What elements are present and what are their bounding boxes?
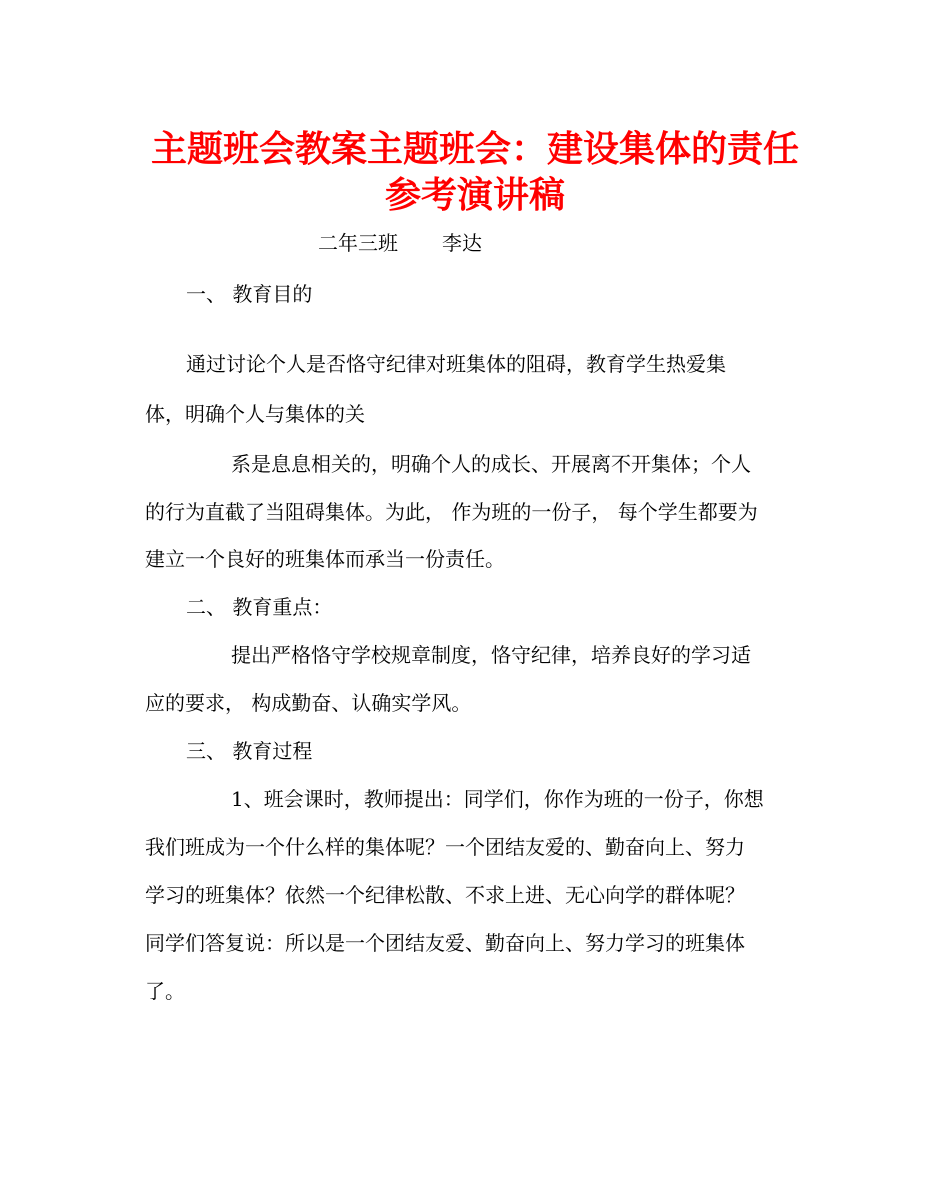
paragraph-line: 学习的班集体？依然一个纪律松散、不求上进、无心向学的群体呢？	[145, 883, 745, 907]
paragraph-line: 建立一个良好的班集体而承当一份责任。	[145, 547, 505, 571]
paragraph-line: 的行为直截了当阻碍集体。为此， 作为班的一份子， 每个学生都要为	[145, 500, 758, 524]
title-line-2: 参考演讲稿	[384, 175, 565, 216]
paragraph-line: 同学们答复说：所以是一个团结友爱、勤奋向上、努力学习的班集体	[145, 931, 745, 955]
paragraph-line: 系是息息相关的，明确个人的成长、开展离不开集体；个人	[231, 452, 751, 476]
paragraph-line: 通过讨论个人是否恪守纪律对班集体的阻碍，教育学生热爱集	[186, 352, 726, 376]
byline	[318, 229, 482, 257]
section-heading-process: 三、 教育过程	[186, 739, 313, 763]
paragraph-line: 应的要求， 构成勤奋、认确实学风。	[145, 691, 472, 715]
section-heading-purpose: 一、 教育目的	[186, 282, 313, 306]
paragraph-line: 我们班成为一个什么样的集体呢？一个团结友爱的、勤奋向上、努力	[145, 835, 745, 859]
class-name: 二年三班	[318, 231, 398, 255]
paragraph-line: 1、班会课时，教师提出：同学们，你作为班的一份子，你想	[231, 787, 764, 811]
author-name: 李达	[442, 231, 482, 255]
title-line-1: 主题班会教案主题班会：建设集体的责任	[150, 129, 799, 170]
section-heading-focus: 二、 教育重点：	[186, 595, 333, 619]
paragraph-line: 体，明确个人与集体的关	[145, 402, 365, 426]
paragraph-line: 提出严格恪守学校规章制度，恪守纪律，培养良好的学习适	[231, 643, 751, 667]
paragraph-line: 了。	[145, 979, 185, 1003]
